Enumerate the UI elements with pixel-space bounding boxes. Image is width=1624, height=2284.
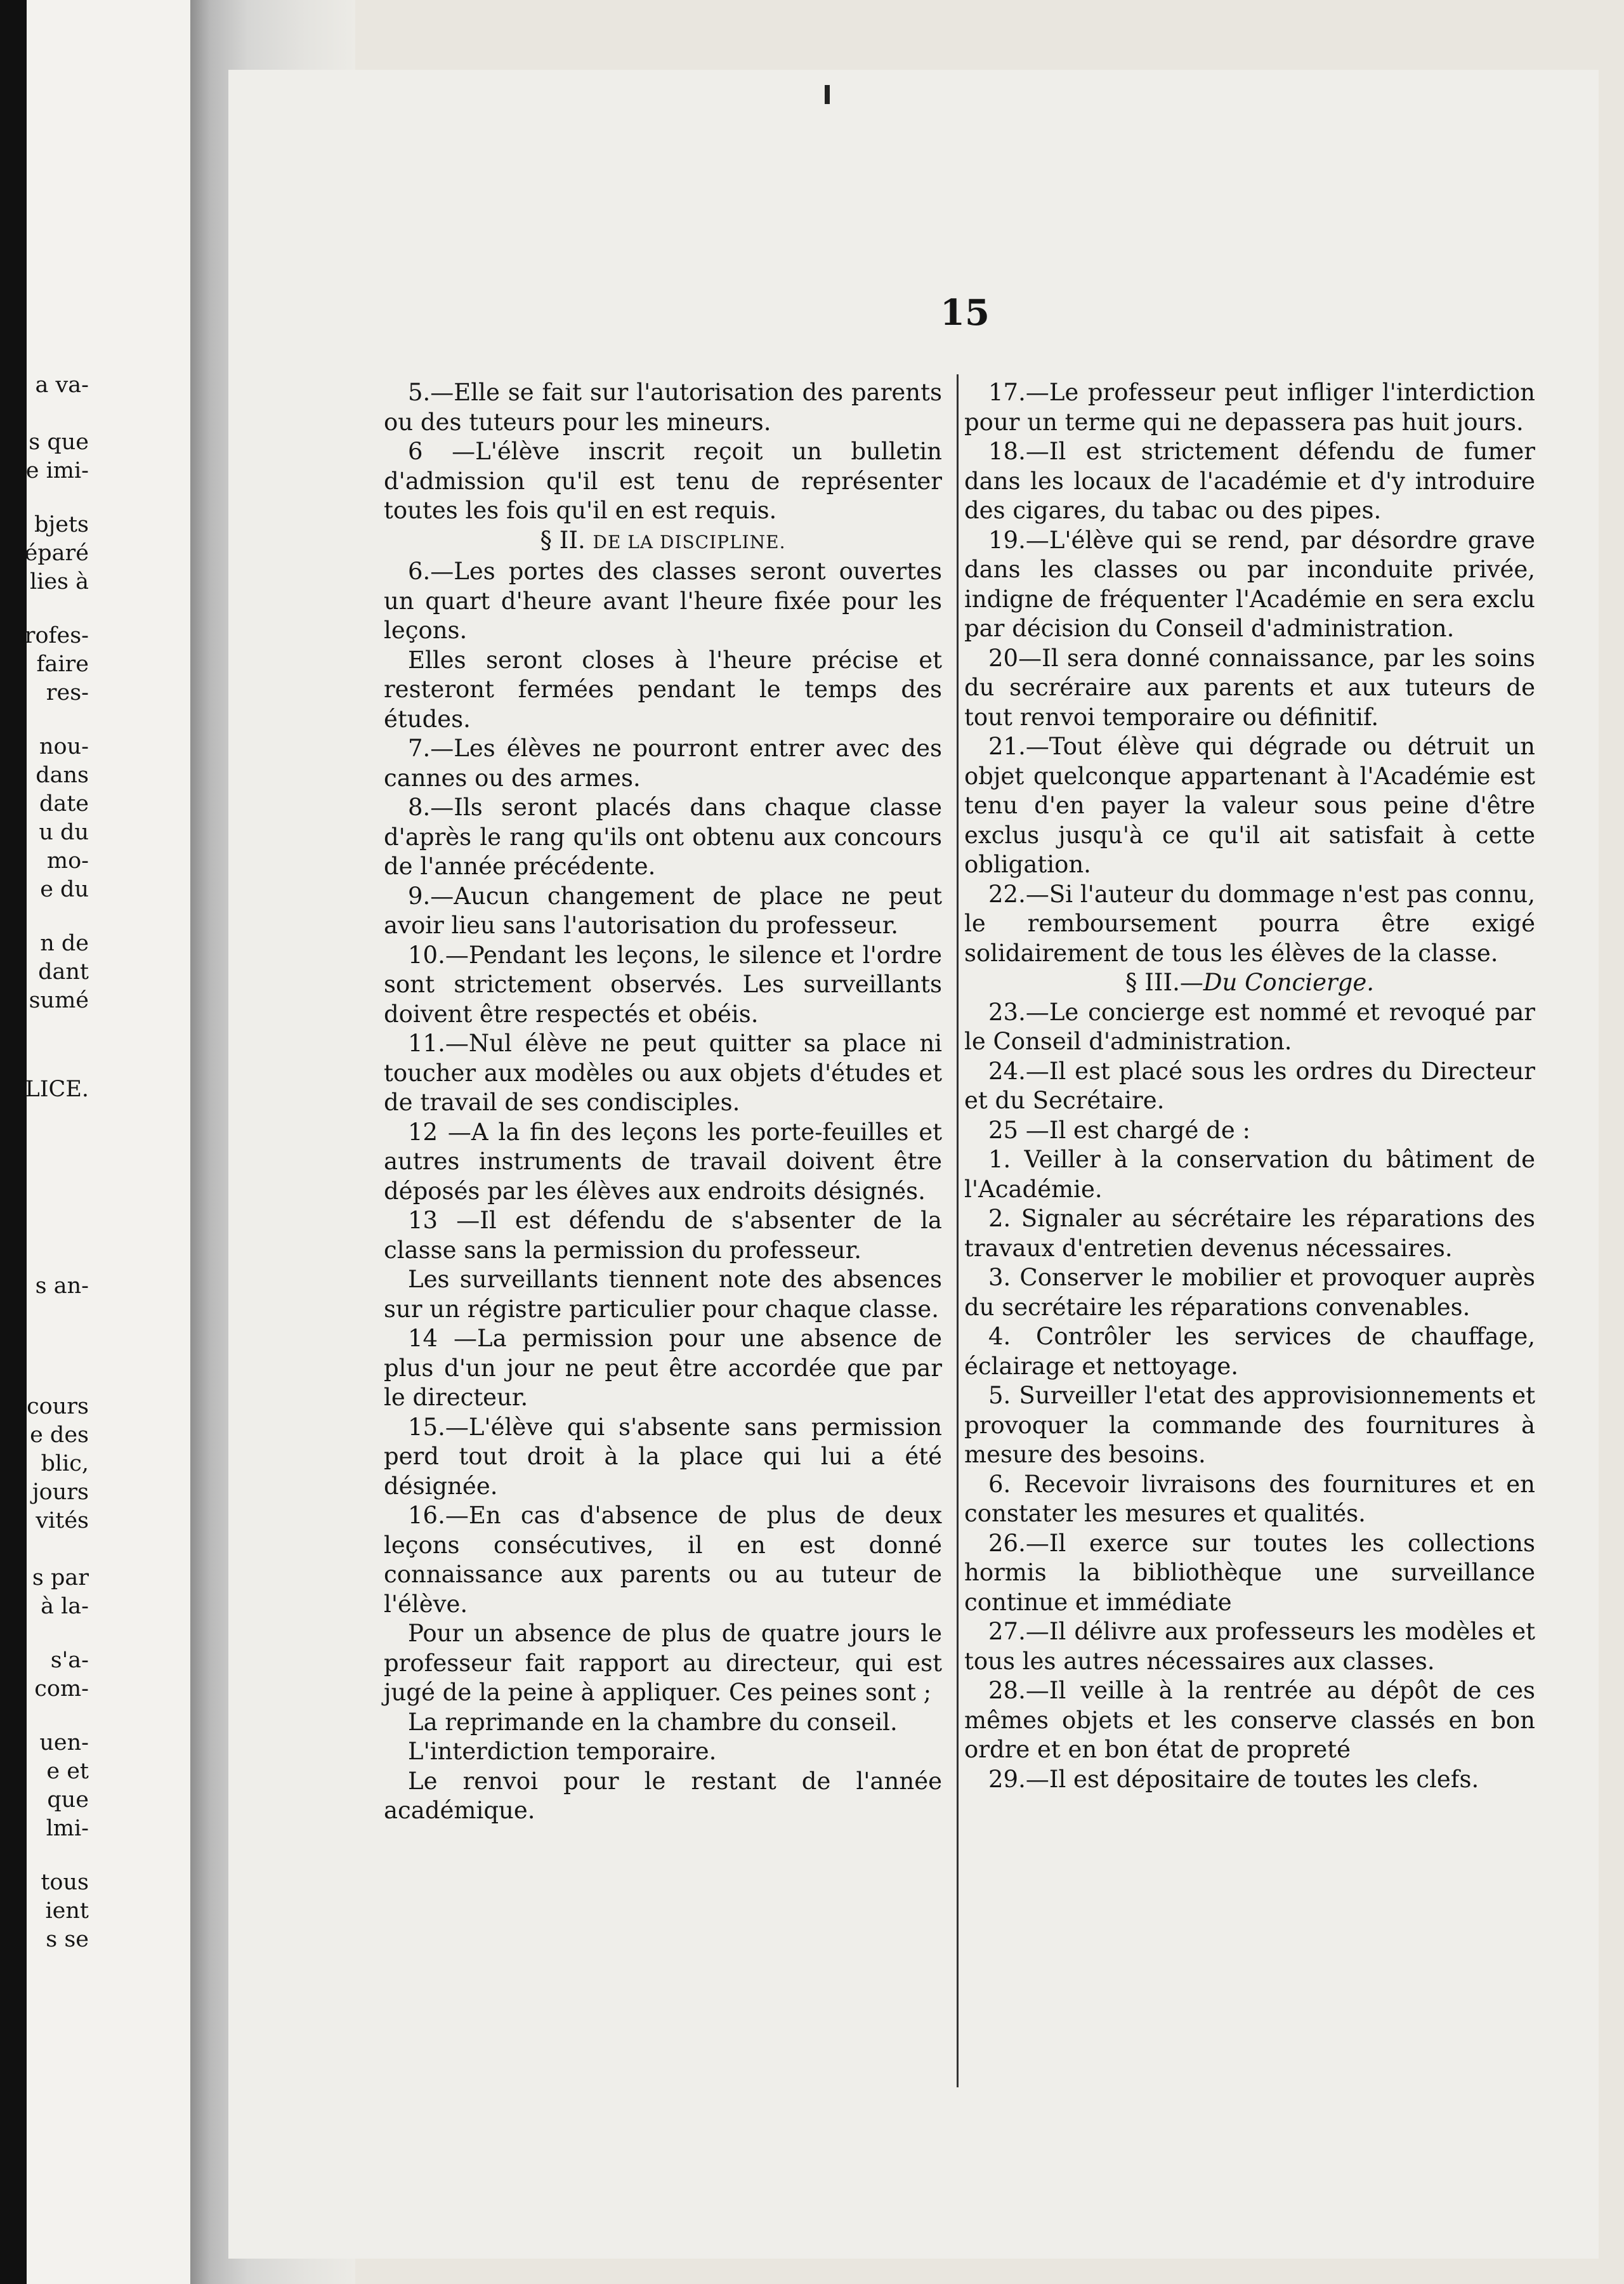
column-divider (957, 374, 959, 2087)
margin-fragment: s'a- (50, 1648, 89, 1673)
article-7: 7.—Les élèves ne pourront entrer avec des cannes ou des armes. (384, 735, 942, 792)
article-10: 10.—Pendant les leçons, le silence et l'ordre sont strictement observés. Les surveillants doivent être respectés et obéis. (384, 941, 942, 1028)
article-11: 11.—Nul élève ne peut quitter sa place ni toucher aux modèles ou aux objets d'études et de travail de ses condisciples. (384, 1030, 942, 1116)
margin-fragment: à la- (41, 1594, 89, 1619)
article-8: 8.—Ils seront placés dans chaque classe d'après le rang qu'ils ont obtenu aux concours de l'année précédente. (384, 794, 942, 880)
margin-fragment: lmi- (46, 1816, 89, 1841)
margin-fragment: u du (39, 820, 89, 845)
article-5: 5.—Elle se fait sur l'autorisation des parents ou des tuteurs pour les mineurs. (384, 379, 942, 436)
duty-item-4: 4. Contrôler les services de chauffage, éclairage et nettoyage. (964, 1323, 1535, 1380)
margin-fragment: mo- (46, 848, 89, 874)
margin-fragment: e imi- (25, 458, 89, 483)
margin-fragment: cours (27, 1394, 89, 1419)
margin-fragment: que (47, 1787, 89, 1813)
article-6-continuation: Elles seront closes à l'heure précise et resteront fermées pendant le temps des études. (384, 646, 942, 733)
duty-item-1: 1. Veiller à la conservation du bâtiment de l'Académie. (964, 1146, 1535, 1203)
margin-fragment: lies à (29, 569, 89, 594)
duty-item-3: 3. Conserver le mobilier et provoquer auprès du secrétaire les réparations convenables. (964, 1264, 1535, 1321)
article-18: 18.—Il est strictement défendu de fumer dans les locaux de l'académie et d'y introduire des cigares, du tabac ou des pipes. (964, 438, 1535, 524)
margin-fragment: date (39, 791, 89, 817)
article-25: 25 —Il est chargé de : (988, 1116, 1251, 1144)
margin-fragment: vités (36, 1508, 89, 1533)
right-column (964, 378, 1535, 1794)
article-13: 13 —Il est défendu de s'absenter de la classe sans la permission du professeur. (384, 1207, 942, 1264)
margin-fragment: a va- (35, 372, 89, 398)
article-14: 14 —La permission pour une absence de plus d'un jour ne peut être accordée que par le directeur. (384, 1325, 942, 1411)
margin-fragment: n de (40, 931, 89, 956)
article-6-doors: 6.—Les portes des classes seront ouvertes un quart d'heure avant l'heure fixée pour les leçons. (384, 558, 942, 644)
article-29: 29.—Il est dépositaire de toutes les clefs. (988, 1765, 1479, 1793)
margin-fragment: sumé (29, 988, 89, 1013)
article-16-penalties: Pour un absence de plus de quatre jours le professeur fait rapport au directeur, qui est jugé de la peine à appliquer. Ces peines sont ; (384, 1620, 942, 1706)
margin-fragment: jours (32, 1480, 89, 1505)
margin-fragment: com- (34, 1676, 89, 1702)
margin-fragment: s que (29, 430, 89, 455)
article-6-admission: 6 —L'élève inscrit reçoit un bulletin d'admission qu'il est tenu de représenter toutes les fois qu'il en est requis. (384, 438, 942, 524)
margin-fragment: e du (40, 877, 89, 902)
penalty-reprimand: La reprimande en la chambre du conseil. (408, 1708, 898, 1736)
margin-fragment: s se (46, 1927, 89, 1952)
duty-item-6: 6. Recevoir livraisons des fournitures et en constater les mesures et qualités. (964, 1470, 1535, 1527)
previous-page-edge (0, 0, 190, 2284)
margin-fragment: dant (38, 959, 89, 985)
article-9: 9.—Aucun changement de place ne peut avoir lieu sans l'autorisation du professeur. (384, 882, 942, 939)
article-17: 17.—Le professeur peut infliger l'interdiction pour un terme qui ne depassera pas huit jours. (964, 379, 1535, 436)
section-concierge-heading (964, 968, 1535, 998)
penalty-interdiction: L'interdiction temporaire. (408, 1738, 717, 1765)
margin-fragment: ient (45, 1898, 89, 1924)
duty-item-5: 5. Surveiller l'etat des approvisionnements et provoquer la commande des fournitures à mesure des besoins. (964, 1382, 1535, 1468)
left-column (384, 378, 942, 1826)
margin-fragment: uen- (39, 1730, 89, 1756)
article-24: 24.—Il est placé sous les ordres du Directeur et du Secrétaire. (964, 1057, 1535, 1114)
margin-fragment: e et (46, 1759, 89, 1784)
section-number: § III.— (1125, 969, 1203, 996)
article-27: 27.—Il délivre aux professeurs les modèles et tous les autres nécessaires aux classes. (964, 1618, 1535, 1675)
duty-item-2: 2. Signaler au sécrétaire les réparations des travaux d'entretien devenus nécessaires. (964, 1205, 1535, 1262)
margin-fragment: res- (46, 680, 89, 706)
margin-fragment: bjets (34, 512, 89, 537)
article-28: 28.—Il veille à la rentrée au dépôt de ces mêmes objets et les conserve classés en bon ordre et en bon état de propreté (964, 1677, 1535, 1763)
margin-fragment: dans (36, 763, 89, 788)
section-discipline-heading (384, 526, 942, 558)
article-13-continuation: Les surveillants tiennent note des absences sur un régistre particulier pour chaque classe. (384, 1266, 942, 1323)
margin-fragment: faire (36, 652, 89, 677)
margin-fragment: éparé (24, 541, 89, 566)
article-26: 26.—Il exerce sur toutes les collections hormis la bibliothèque une surveillance continue et immédiate (964, 1529, 1535, 1616)
section-number: § II. (540, 526, 586, 554)
article-19: 19.—L'élève qui se rend, par désordre grave dans les classes ou par inconduite privée, indigne de fréquenter l'Académie en sera exclu par décision du Conseil d'administration. (964, 526, 1535, 642)
margin-fragment: nou- (39, 734, 89, 759)
margin-fragment: s an- (35, 1273, 89, 1299)
margin-fragment: blic, (41, 1451, 89, 1476)
margin-fragment: e des (30, 1422, 89, 1448)
section-title: DE LA DISCIPLINE. (593, 531, 786, 553)
section-title: Du Concierge. (1203, 969, 1375, 996)
penalty-expulsion: Le renvoi pour le restant de l'année académique. (384, 1767, 942, 1824)
margin-fragment: rofes- (24, 623, 89, 648)
article-12: 12 —A la fin des leçons les porte-feuilles et autres instruments de travail doivent être déposés par les élèves aux endroits désignés. (384, 1118, 942, 1205)
margin-fragment: LICE. (25, 1077, 89, 1102)
margin-fragment: tous (41, 1870, 89, 1895)
article-21: 21.—Tout élève qui dégrade ou détruit un objet quelconque appartenant à l'Académie est tenu d'en payer la valeur sous peine d'être exclus jusqu'à ce qu'il ait satisfait à cette obligation. (964, 733, 1535, 878)
page-number: 15 (940, 292, 990, 334)
article-16: 16.—En cas d'absence de plus de deux leçons consécutives, il en est donné connaissance aux parents ou au tuteur de l'élève. (384, 1502, 942, 1618)
article-22: 22.—Si l'auteur du dommage n'est pas connu, le remboursement pourra être exigé solidairement de tous les élèves de la classe. (964, 880, 1535, 967)
scan-mark (825, 85, 830, 104)
article-23: 23.—Le concierge est nommé et revoqué par le Conseil d'administration. (964, 998, 1535, 1055)
article-15: 15.—L'élève qui s'absente sans permission perd tout droit à la place qui lui a été désignée. (384, 1413, 942, 1500)
article-20: 20—Il sera donné connaissance, par les soins du secréraire aux parents et aux tuteurs de tout renvoi temporaire ou définitif. (964, 644, 1535, 731)
margin-fragment: s par (32, 1565, 89, 1591)
